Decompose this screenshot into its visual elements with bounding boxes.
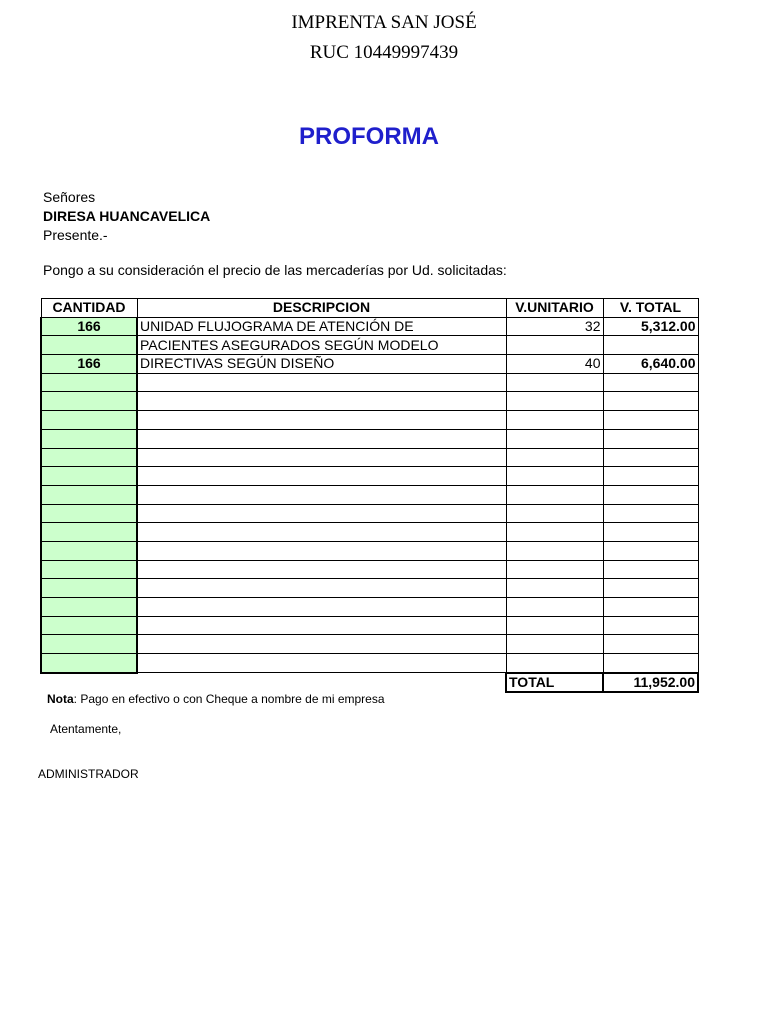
cell-cantidad xyxy=(41,504,137,523)
cell-v-total xyxy=(603,336,698,355)
cell-v-unitario xyxy=(506,523,603,542)
cell-v-unitario xyxy=(506,336,603,355)
cell-v-total xyxy=(603,467,698,486)
table-row xyxy=(41,523,698,542)
cell-v-total xyxy=(603,373,698,392)
cell-descripcion xyxy=(137,467,506,486)
cell-v-total xyxy=(603,411,698,430)
cell-descripcion xyxy=(137,616,506,635)
cell-v-unitario xyxy=(506,411,603,430)
cell-descripcion xyxy=(137,654,506,673)
cell-descripcion xyxy=(137,579,506,598)
note-text: : Pago en efectivo o con Cheque a nombre de mi empresa xyxy=(73,692,385,706)
table-row xyxy=(41,541,698,560)
cell-descripcion xyxy=(137,504,506,523)
table-row xyxy=(41,317,698,336)
cell-cantidad xyxy=(41,523,137,542)
table-row xyxy=(41,392,698,411)
cell-v-total xyxy=(603,523,698,542)
table-row xyxy=(41,467,698,486)
cell-cantidad: 166 xyxy=(41,317,137,336)
cell-cantidad xyxy=(41,616,137,635)
table-header-row xyxy=(41,299,698,318)
cell-v-unitario xyxy=(506,654,603,673)
cell-v-unitario: 40 xyxy=(506,355,603,374)
cell-v-unitario xyxy=(506,504,603,523)
cell-v-unitario xyxy=(506,392,603,411)
document-title: PROFORMA xyxy=(299,123,439,150)
recipient-name: DIRESA HUANCAVELICA xyxy=(43,208,211,224)
table-row xyxy=(41,485,698,504)
cell-cantidad xyxy=(41,373,137,392)
header-descripcion: DESCRIPCION xyxy=(137,299,506,318)
cell-cantidad xyxy=(41,560,137,579)
cell-descripcion xyxy=(137,485,506,504)
cell-v-total xyxy=(603,485,698,504)
cell-descripcion xyxy=(137,448,506,467)
total-spacer xyxy=(41,673,137,693)
table-row xyxy=(41,336,698,355)
note-label: Nota xyxy=(47,692,74,706)
cell-cantidad xyxy=(41,635,137,654)
cell-descripcion xyxy=(137,560,506,579)
cell-v-unitario xyxy=(506,579,603,598)
company-ruc: RUC 10449997439 xyxy=(309,42,459,63)
cell-v-unitario xyxy=(506,560,603,579)
items-table xyxy=(40,298,699,693)
company-name: IMPRENTA SAN JOSÉ xyxy=(291,12,477,33)
cell-v-unitario xyxy=(506,429,603,448)
cell-v-unitario: 32 xyxy=(506,317,603,336)
table-row xyxy=(41,373,698,392)
cell-cantidad xyxy=(41,598,137,617)
cell-v-total xyxy=(603,541,698,560)
cell-cantidad xyxy=(41,579,137,598)
recipient-present: Presente.- xyxy=(43,227,108,243)
cell-cantidad xyxy=(41,654,137,673)
table-row xyxy=(41,411,698,430)
closing-text: Atentamente, xyxy=(50,722,122,736)
table-row xyxy=(41,448,698,467)
cell-cantidad xyxy=(41,429,137,448)
cell-v-total xyxy=(603,616,698,635)
cell-descripcion xyxy=(137,373,506,392)
signature-title: ADMINISTRADOR xyxy=(38,767,139,781)
payment-note xyxy=(47,692,385,706)
table-row xyxy=(41,355,698,374)
cell-v-unitario xyxy=(506,485,603,504)
cell-v-total xyxy=(603,654,698,673)
recipient-greeting: Señores xyxy=(43,189,96,205)
table-row xyxy=(41,429,698,448)
cell-descripcion: UNIDAD FLUJOGRAMA DE ATENCIÓN DE xyxy=(137,317,506,336)
table-row xyxy=(41,654,698,673)
total-label: TOTAL xyxy=(506,673,603,693)
cell-v-total xyxy=(603,635,698,654)
cell-v-unitario xyxy=(506,467,603,486)
header-v-unitario: V.UNITARIO xyxy=(506,299,603,318)
cell-descripcion xyxy=(137,635,506,654)
cell-v-unitario xyxy=(506,373,603,392)
cell-cantidad xyxy=(41,467,137,486)
cell-descripcion xyxy=(137,523,506,542)
cell-v-unitario xyxy=(506,448,603,467)
cell-v-total: 5,312.00 xyxy=(603,317,698,336)
table-row xyxy=(41,504,698,523)
total-spacer xyxy=(137,673,506,693)
cell-cantidad xyxy=(41,392,137,411)
cell-v-unitario xyxy=(506,635,603,654)
cell-v-total xyxy=(603,448,698,467)
table-row xyxy=(41,598,698,617)
cell-descripcion xyxy=(137,411,506,430)
cell-descripcion xyxy=(137,429,506,448)
cell-descripcion xyxy=(137,392,506,411)
cell-v-total xyxy=(603,392,698,411)
cell-v-total: 6,640.00 xyxy=(603,355,698,374)
table-row xyxy=(41,635,698,654)
table-row xyxy=(41,560,698,579)
cell-descripcion xyxy=(137,598,506,617)
cell-cantidad: 166 xyxy=(41,355,137,374)
cell-v-total xyxy=(603,579,698,598)
cell-v-unitario xyxy=(506,616,603,635)
cell-cantidad xyxy=(41,448,137,467)
cell-v-unitario xyxy=(506,541,603,560)
cell-v-unitario xyxy=(506,598,603,617)
intro-text: Pongo a su consideración el precio de las mercaderías por Ud. solicitadas: xyxy=(43,262,507,278)
table-row xyxy=(41,616,698,635)
cell-descripcion xyxy=(137,541,506,560)
cell-cantidad xyxy=(41,485,137,504)
cell-v-total xyxy=(603,429,698,448)
total-row xyxy=(41,673,698,693)
cell-descripcion: PACIENTES ASEGURADOS SEGÚN MODELO xyxy=(137,336,506,355)
cell-v-total xyxy=(603,598,698,617)
header-cantidad: CANTIDAD xyxy=(41,299,137,318)
cell-cantidad xyxy=(41,541,137,560)
cell-cantidad xyxy=(41,411,137,430)
cell-cantidad xyxy=(41,336,137,355)
table-row xyxy=(41,579,698,598)
cell-v-total xyxy=(603,560,698,579)
cell-v-total xyxy=(603,504,698,523)
cell-descripcion: DIRECTIVAS SEGÚN DISEÑO xyxy=(137,355,506,374)
header-v-total: V. TOTAL xyxy=(603,299,698,318)
total-value: 11,952.00 xyxy=(603,673,698,693)
